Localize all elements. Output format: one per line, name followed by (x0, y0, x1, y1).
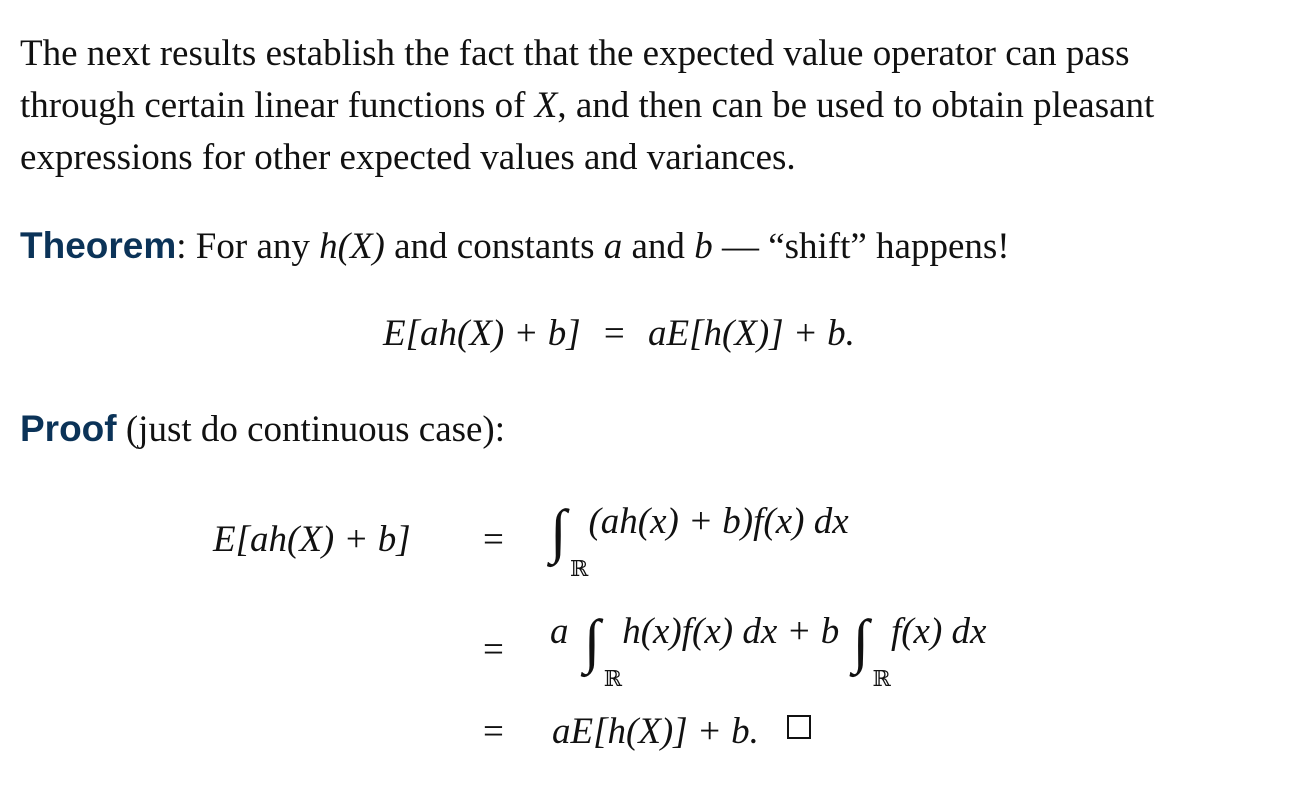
integral-sign: ∫ ℝ (852, 608, 891, 692)
intro-line-1: The next results establish the fact that the expected value operator can pass (20, 33, 1130, 74)
derivation-row-1 (213, 518, 411, 561)
integral-domain: ℝ (603, 667, 623, 692)
derivation-rhs-3 (552, 710, 811, 753)
intro-line-2b: , and then can be used to obtain pleasant (557, 85, 1155, 126)
theorem-text-c: and (622, 226, 695, 267)
theorem-text-d: — “shift” happens! (712, 226, 1010, 267)
intro-line-3: expressions for other expected values and variances. (20, 137, 796, 178)
theorem-text-b: and constants (384, 226, 604, 267)
derivation-rhs-2 (550, 608, 987, 692)
proof-label: Proof (20, 408, 117, 449)
proof-heading (20, 403, 505, 456)
qed-square-icon (787, 715, 811, 739)
derivation-equals-1: = (483, 519, 504, 560)
integral-domain: ℝ (570, 557, 589, 582)
derivation-result: aE[h(X)] + b. (552, 711, 759, 752)
derivation-equals-2: = (483, 629, 504, 670)
integral-domain: ℝ (872, 667, 891, 692)
derivation-lhs: E[ah(X) + b] (213, 519, 411, 560)
variable-x: X (534, 85, 558, 126)
intro-line-2a: through certain linear functions of (20, 85, 535, 126)
integrand-1: (ah(x) + b)f(x) dx (588, 501, 849, 542)
equation-lhs: E[ah(X) + b] (383, 313, 581, 354)
integral-sign: ∫ ℝ (550, 498, 589, 582)
derivation-rhs-1 (550, 498, 849, 582)
theorem-label: Theorem (20, 225, 177, 266)
integrand-2: h(x)f(x) dx + b (622, 611, 840, 652)
theorem-hx: h(X) (319, 226, 385, 267)
integrand-3: f(x) dx (890, 611, 987, 652)
integral-sign: ∫ ℝ (583, 608, 623, 692)
equation-rhs: aE[h(X)] + b. (648, 313, 855, 354)
theorem-a: a (603, 226, 623, 267)
theorem-statement (20, 220, 1010, 273)
theorem-b: b (694, 226, 713, 267)
proof-note: (just do continuous case): (116, 409, 506, 450)
theorem-text-a: : For any (176, 226, 320, 267)
coefficient-a: a (550, 611, 569, 652)
intro-paragraph (20, 28, 1288, 184)
shift-equation (383, 312, 855, 355)
equation-equals: = (603, 313, 625, 354)
derivation-equals-3: = (483, 711, 504, 752)
